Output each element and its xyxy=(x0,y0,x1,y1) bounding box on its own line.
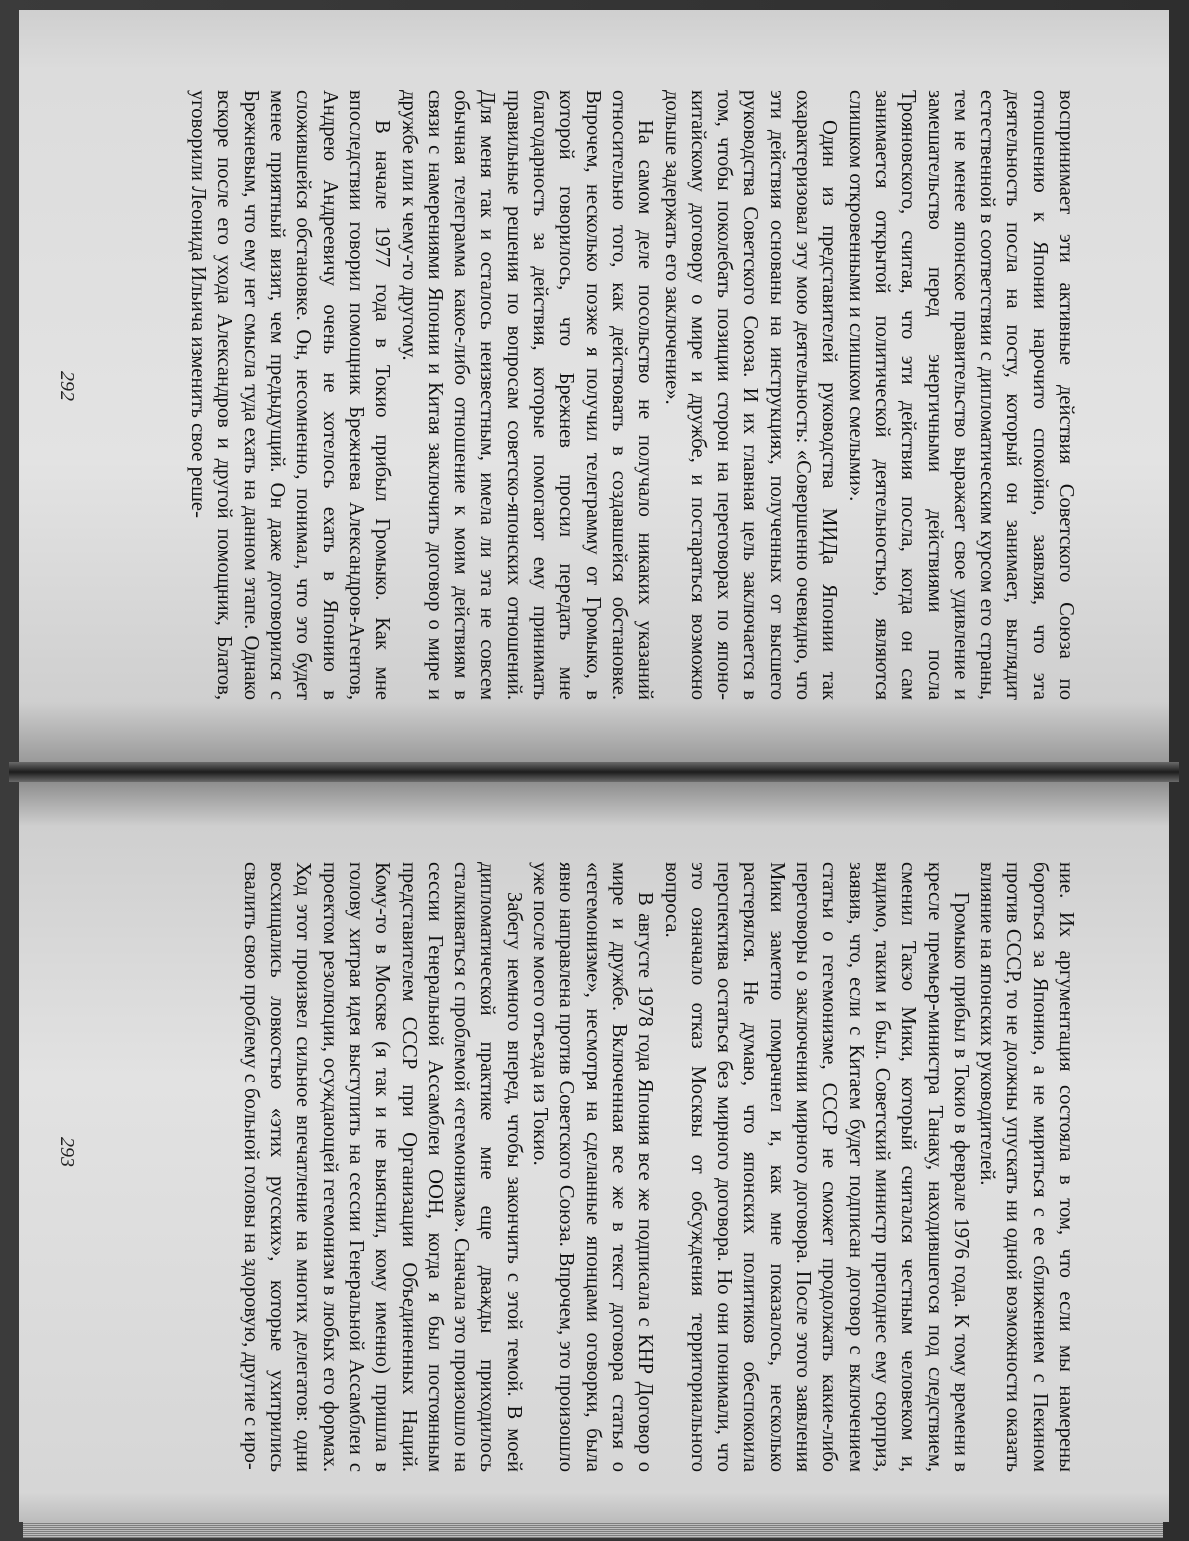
right-paragraph-2: Громыко прибыл в Токио в феврале 1976 года. К тому времени в кресле премьер-министра Танаку, находившегося под следствием, сменил Такэо Мики, который считался честным человеком и, видимо, таким и был. Советский министр преподнес ему сюрприз, заявив, что, если с Китаем будет подписан договор с включением статьи о гегемонизме, СССР не сможет продолжать какие-либо переговоры о заключении мирного договора. После этого заявления Мики заметно помрачнел и, как мне показалось, несколько растерялся. Не думаю, что японских политиков обеспокоила перспектива остаться без мирного договора. Но они понимали, что это означало отказ Москвы от обсуждения территориального вопроса. xyxy=(660,862,972,1472)
page-edges xyxy=(23,1522,1163,1538)
left-page xyxy=(19,10,1169,762)
book-gutter xyxy=(9,762,1179,782)
right-page-number: 293 xyxy=(56,1137,78,1167)
left-paragraph-1: воспринимает эти активные действия Советского Союза по отношению к Японии нарочито спокойно, заявляя, что эта деятельность посла на посту, который он занимает, выглядит естественной в соответствии с дипломатическим курсом его страны, тем не менее японское правительство выражает свое удивление и замешательство перед энергичными действиями посла Трояновского, считая, что эти действия посла, когда он сам занимается открытой политической деятельностью, являются слишком откровенными и слишком смелыми». xyxy=(844,90,1077,700)
right-paragraph-1: ние. Их аргументация состояла в том, что если мы намерены бороться за Японию, а не мириться с ее сближением с Пекином против СССР, то не должны упускать ни одной возможности оказать влияние на японских руководителей. xyxy=(976,862,1077,1472)
right-paragraph-3: В августе 1978 года Япония все же подписала с КНР Договор о мире и дружбе. Включенная все же в текст договора статья о «гегемонизме», несмотря на сделанные японцами оговорки, была явно направлена против Советского Союза. Впрочем, это произошло уже после моего отъезда из Токио. xyxy=(529,862,657,1472)
left-page-text xyxy=(185,90,1079,700)
left-page-number: 292 xyxy=(56,371,78,401)
left-paragraph-4: В начале 1977 года в Токио прибыл Громыко. Как мне впоследствии говорил помощник Брежнева Александров-Агентов, Андрею Андреевичу очень не хотелось ехать в Японию в сложившейся обстановке. Он, несомненно, понимал, что это будет менее приятный визит, чем предыдущий. Он даже договорился с Брежневым, что ему нет смысла туда ехать на данном этапе. Однако вскоре после его ухода Александров и другой помощник, Блатов, уговорили Леонида Ильича изменить свое реше- xyxy=(187,90,394,700)
left-paragraph-2: Один из представителей руководства МИДа Японии так охарактеризовал эту мою деятельность: «Совершенно очевидно, что эти действия основаны на инструкциях, полученных от высшего руководства Советского Союза. И их главная цель заключается в том, чтобы поколебать позиции сторон на переговорах по японо-китайскому договору о мире и дружбе, и постараться возможно дольше задержать его заключение». xyxy=(660,90,841,700)
right-page xyxy=(19,782,1169,1522)
right-page-text xyxy=(238,862,1080,1472)
right-paragraph-4: Забегу немного вперед, чтобы закончить с этой темой. В моей дипломатической практике мне еще дважды приходилось сталкиваться с проблемой «гегемонизма». Сначала это произошло на сессии Генеральной Ассамблеи ООН, когда я был постоянным представителем СССР при Организации Объединенных Наций. Кому-то в Москве (я так и не выяснил, кому именно) пришла в голову хитрая идея выступить на сессии Генеральной Ассамблеи с проектом резолюции, осуждающей гегемонизм в любых его формах. Ход этот произвел сильное впечатление на многих делегатов: одни восхищались ловкостью «этих русских», которые ухитрились свалить свою проблему с больной головы на здоровую, другие с иро- xyxy=(239,862,525,1472)
left-paragraph-3: На самом деле посольство не получало никаких указаний относительно того, как действовать в создавшейся обстановке. Впрочем, несколько позже я получил телеграмму от Громыко, в которой говорилось, что Брежнев просил передать мне благодарность за действия, которые помогают ему принимать правильные решения по вопросам советско-японских отношений. Для меня так и осталось неизвестным, имела ли эта не совсем обычная телеграмма какое-либо отношение к моим действиям в связи с намерениями Японии и Китая заключить договор о мире и дружбе или к чему-то другому. xyxy=(397,90,657,700)
